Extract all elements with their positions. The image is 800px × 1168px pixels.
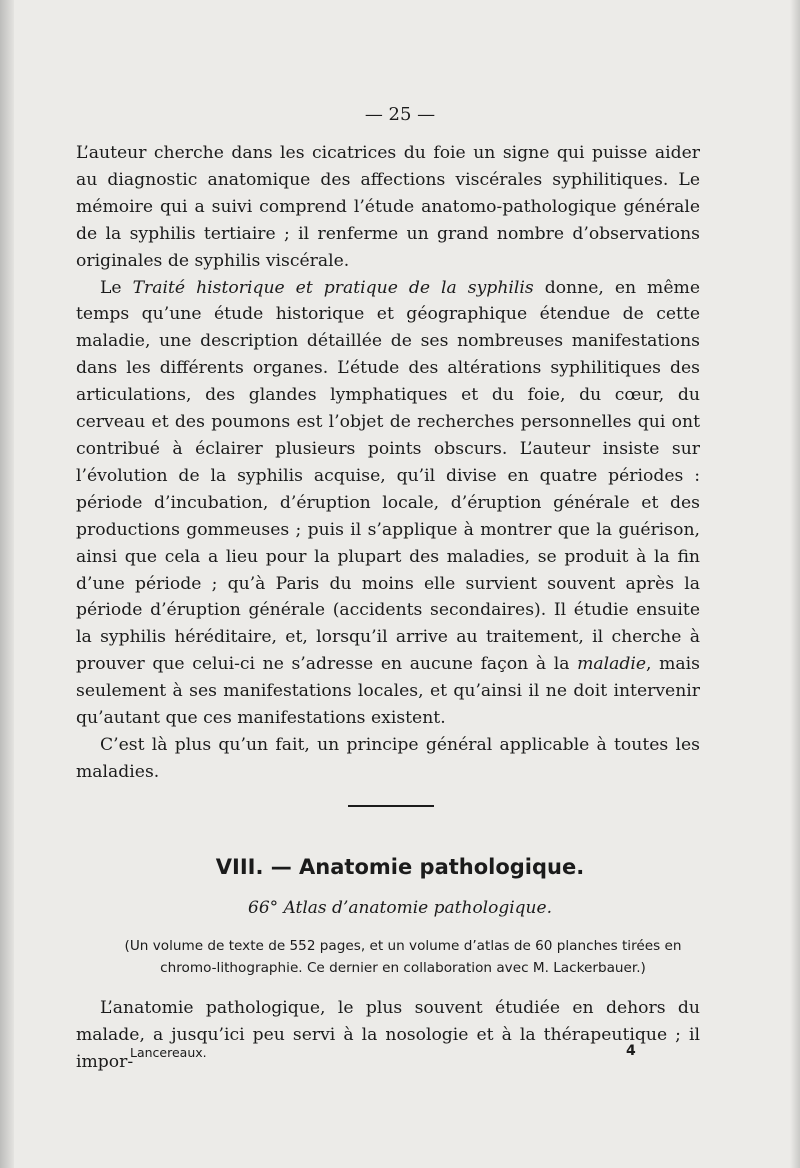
text-run: Le	[100, 277, 133, 298]
text-run: L’auteur cherche dans les cicatrices du foie un signe qui puisse aider au diagnostic anatomique des affections viscérales syphilitiques. Le mémoire qui a suivi comprend l’étude anatomo-pathologique générale de la syphilis tertiaire ; il renferme un grand nombre d’observations originales de syphilis viscérale.	[76, 143, 700, 271]
section-divider	[348, 805, 434, 807]
paragraph-1	[76, 140, 700, 275]
page-number: — 25 —	[364, 104, 436, 125]
item-number: 66°	[248, 898, 279, 918]
italic-title: maladie	[577, 654, 647, 675]
item-note: (Un volume de texte de 552 pages, et un volume d’atlas de 60 planches tirées en chromo-lithographie. Ce dernier en collaboration avec M. Lackerbauer.)	[124, 938, 682, 976]
tail-text	[76, 995, 700, 1076]
text-run: donne, en même temps qu’une étude historique et géographique étendue de cette maladie, une description détaillée de ses nombreuses manifestations dans les différents organes. L’étude des altérations syphilitiques des articulations, des glandes lymphatiques et du foie, du cœur, du cerveau et des poumons est l’objet de recherches personnelles qui ont contribué à éclairer plusieurs points obscurs. L’auteur insiste sur l’évolution de la syphilis acquise, qu’il divise en quatre périodes : période d’incubation, d’éruption locale, d’éruption générale et des productions gommeuses ; puis il s’applique à montrer que la guérison, ainsi que cela a lieu pour la plupart des maladies, se produit à la fin d’une période ; qu’à Paris du moins elle survient souvent après la période d’éruption générale (accidents secondaires). Il étudie ensuite la syphilis héréditaire, et, lorsqu’il arrive au traitement, il cherche à prouver que celui-ci ne s’adresse en aucune façon à la	[76, 277, 700, 675]
item-title-text: Atlas d’anatomie pathologique.	[283, 898, 552, 918]
page-edge	[790, 0, 800, 1168]
section-heading: VIII. — Anatomie pathologique.	[215, 855, 585, 879]
body-text	[76, 140, 700, 786]
paragraph-3	[76, 732, 700, 786]
text-run: C’est là plus qu’un fait, un principe général applicable à toutes les maladies.	[76, 734, 700, 782]
italic-title: Traité historique et pratique de la syphilis	[132, 277, 534, 298]
footer-author: Lancereaux.	[130, 1045, 207, 1060]
item-title	[0, 898, 800, 918]
paragraph-2	[76, 275, 700, 732]
footer-signature: 4	[626, 1043, 636, 1059]
page-binding-shadow	[0, 0, 14, 1168]
text-run: , mais seulement à ses manifestations locales, et qu’ainsi il ne doit intervenir qu’autant que ces manifestations existent.	[76, 654, 700, 729]
tail-paragraph: L’anatomie pathologique, le plus souvent étudiée en dehors du malade, a jusqu’ici peu servi à la nosologie et à la thérapeutique ; il impor-	[76, 998, 700, 1072]
